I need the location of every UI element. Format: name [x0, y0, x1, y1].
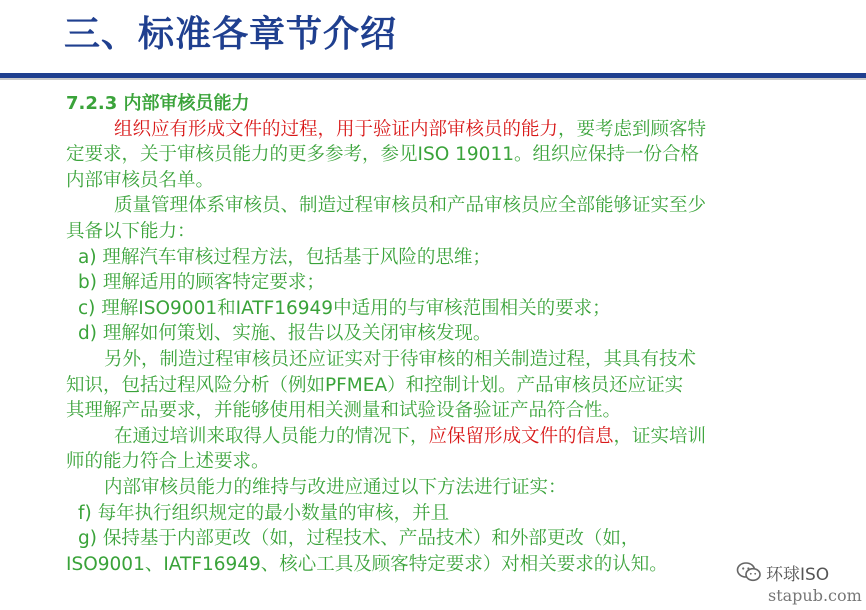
list-item-d: d) 理解如何策划、实施、报告以及关闭审核发现。 — [78, 323, 492, 345]
slide-title: 三、标准各章节介绍 — [64, 14, 398, 55]
body-text: ，要考虑到顾客特 — [558, 118, 707, 140]
wechat-logo-icon — [736, 561, 762, 583]
paragraph-4-line-2: 师的能力符合上述要求。 — [66, 451, 270, 473]
body-text: 在通过培训来取得人员能力的情况下， — [114, 425, 429, 447]
list-item-g-line-2: ISO9001、IATF16949、核心工具及顾客特定要求）对相关要求的认知。 — [66, 553, 668, 575]
watermark-site: stapub.com — [768, 586, 862, 605]
section-heading: 7.2.3 内部审核员能力 — [66, 93, 250, 114]
paragraph-2-line-1: 质量管理体系审核员、制造过程审核员和产品审核员应全部能够证实至少 — [114, 195, 707, 217]
paragraph-3-line-3: 其理解产品要求，并能够使用相关测量和试验设备验证产品符合性。 — [66, 400, 622, 422]
paragraph-5-line-1: 内部审核员能力的维持与改进应通过以下方法进行证实： — [104, 476, 567, 498]
paragraph-1-line-1 — [66, 117, 846, 143]
body-text: ，证实培训 — [613, 425, 707, 447]
list-item-a: a) 理解汽车审核过程方法，包括基于风险的思维； — [78, 246, 491, 268]
paragraph-2-line-2: 具备以下能力： — [66, 220, 196, 242]
paragraph-1-line-2: 定要求，关于审核员能力的更多参考，参见ISO 19011。组织应保持一份合格 — [66, 144, 699, 166]
list-item-c: c) 理解ISO9001和IATF16949中适用的与审核范围相关的要求； — [78, 297, 611, 319]
slide-body — [66, 91, 846, 577]
paragraph-1-line-3: 内部审核员名单。 — [66, 169, 215, 191]
title-divider-shadow — [0, 78, 866, 80]
watermark-label: 环球ISO — [766, 564, 830, 585]
emphasis-text: 组织应有形成文件的过程，用于验证内部审核员的能力 — [114, 118, 559, 140]
list-item-b: b) 理解适用的顾客特定要求； — [78, 272, 325, 294]
list-item-f: f) 每年执行组织规定的最小数量的审核，并且 — [78, 502, 450, 524]
paragraph-3-line-1: 另外，制造过程审核员还应证实对于待审核的相关制造过程，其具有技术 — [104, 348, 697, 370]
paragraph-3-line-2: 知识，包括过程风险分析（例如PFMEA）和控制计划。产品审核员还应证实 — [66, 374, 684, 396]
paragraph-4-line-1 — [66, 424, 846, 450]
watermark — [732, 559, 833, 585]
list-item-g-line-1: g) 保持基于内部更改（如，过程技术、产品技术）和外部更改（如， — [78, 528, 640, 550]
emphasis-text: 应保留形成文件的信息 — [428, 425, 614, 447]
